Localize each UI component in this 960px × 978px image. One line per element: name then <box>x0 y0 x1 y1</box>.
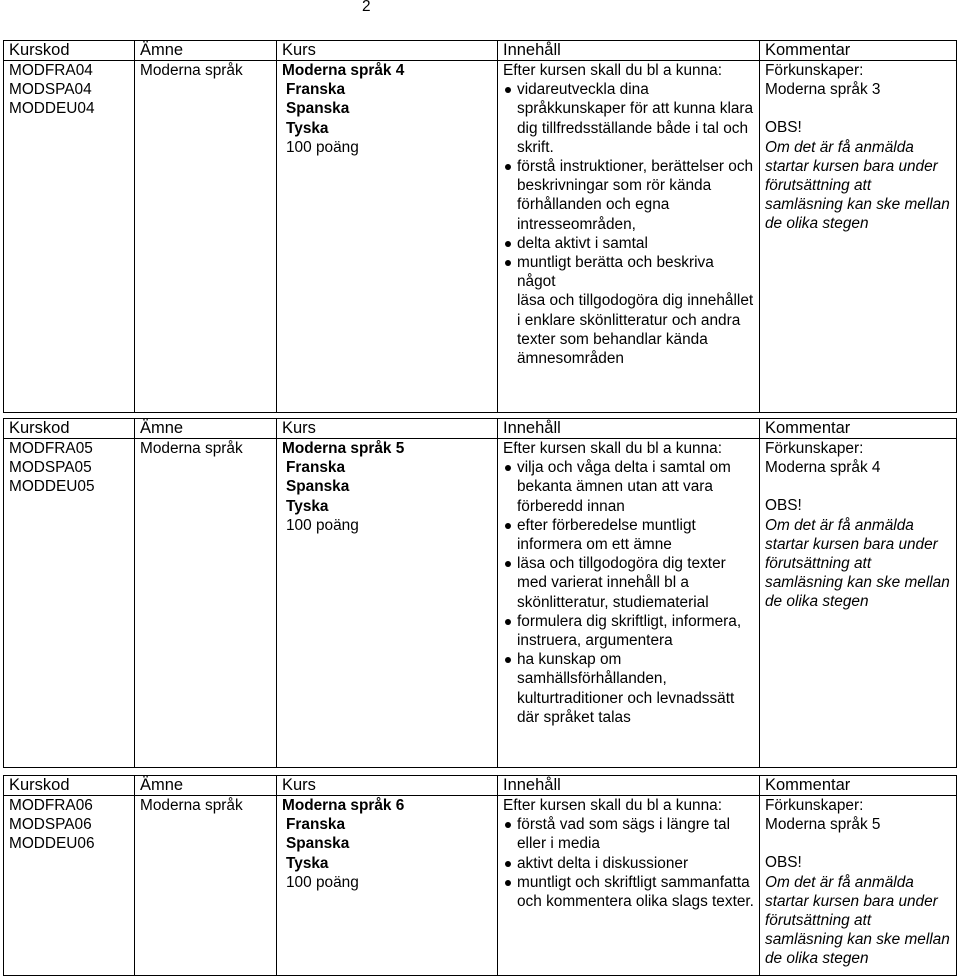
prerequisite-label: Förkunskaper: <box>765 440 864 457</box>
prerequisite-label: Förkunskaper: <box>765 62 864 79</box>
comment-cell <box>760 796 957 976</box>
course-table <box>3 775 957 976</box>
content-cell <box>498 61 760 413</box>
course-language: Tyska <box>286 119 329 137</box>
header-kurs: Kurs <box>277 776 498 796</box>
header-kurskod: Kurskod <box>4 776 135 796</box>
content-intro: Efter kursen skall du bl a kunna: <box>503 797 723 814</box>
goal-item: förstå vad som sägs i längre tal eller i media <box>503 815 755 853</box>
header-kurskod: Kurskod <box>4 41 135 61</box>
header-kommentar: Kommentar <box>760 41 957 61</box>
course-points: 100 poäng <box>286 873 359 891</box>
course-codes-cell <box>4 439 135 768</box>
header-innehall: Innehåll <box>498 41 760 61</box>
course-language: Spanska <box>286 478 350 496</box>
header-kurs: Kurs <box>277 41 498 61</box>
goal-item: ha kunskap om samhällsförhållanden, kulturtraditioner och levnadssätt där språket talas <box>503 650 755 727</box>
course-code: MODDEU05 <box>9 478 95 496</box>
course-language: Franska <box>286 816 346 834</box>
course-name: Moderna språk 4 <box>282 62 405 79</box>
course-cell <box>277 796 498 976</box>
course-language: Spanska <box>286 100 350 118</box>
header-row <box>4 419 957 439</box>
course-points: 100 poäng <box>286 138 359 156</box>
enrollment-note: Om det är få anmälda startar kursen bara under förutsättning att samläsning kan ske mellan de olika stegen <box>765 516 950 611</box>
goal-item: vidareutveckla dina språkkunskaper för att kunna klara dig tillfredsställande både i tal och skrift. <box>503 80 755 157</box>
course-row <box>4 439 957 768</box>
subject-cell <box>135 439 277 768</box>
header-kurskod: Kurskod <box>4 419 135 439</box>
prerequisite-value: Moderna språk 4 <box>765 459 881 477</box>
obs-label: OBS! <box>765 119 802 137</box>
course-row <box>4 61 957 413</box>
page-number: 2 <box>362 0 371 15</box>
comment-cell <box>760 439 957 768</box>
course-row <box>4 796 957 976</box>
enrollment-note: Om det är få anmälda startar kursen bara under förutsättning att samläsning kan ske mellan de olika stegen <box>765 873 950 968</box>
obs-label: OBS! <box>765 854 802 872</box>
course-language: Franska <box>286 81 346 99</box>
goal-item: formulera dig skriftligt, informera, instruera, argumentera <box>503 612 755 650</box>
course-code: MODDEU06 <box>9 835 95 853</box>
goal-item: muntligt och skriftligt sammanfatta och kommentera olika slags texter. <box>503 873 755 911</box>
header-amne: Ämne <box>135 419 277 439</box>
course-code: MODFRA05 <box>9 440 93 457</box>
header-row <box>4 41 957 61</box>
goal-item: läsa och tillgodogöra dig texter med varierat innehåll bl a skönlitteratur, studiematerial <box>503 554 755 612</box>
course-code: MODSPA04 <box>9 81 92 99</box>
prerequisite-value: Moderna språk 3 <box>765 81 881 99</box>
header-innehall: Innehåll <box>498 776 760 796</box>
course-language: Spanska <box>286 835 350 853</box>
header-kurs: Kurs <box>277 419 498 439</box>
goal-item: vilja och våga delta i samtal om bekanta ämnen utan att vara förberedd innan <box>503 458 755 516</box>
header-innehall: Innehåll <box>498 419 760 439</box>
content-intro: Efter kursen skall du bl a kunna: <box>503 440 723 457</box>
header-amne: Ämne <box>135 41 277 61</box>
goal-item: aktivt delta i diskussioner <box>503 854 755 873</box>
content-cell <box>498 439 760 768</box>
course-table <box>3 418 957 768</box>
course-code: MODDEU04 <box>9 100 95 118</box>
content-cell <box>498 796 760 976</box>
subject-text: Moderna språk <box>140 62 243 79</box>
subject-text: Moderna språk <box>140 440 243 457</box>
comment-cell <box>760 61 957 413</box>
course-points: 100 poäng <box>286 516 359 534</box>
subject-cell <box>135 61 277 413</box>
course-code: MODFRA06 <box>9 797 93 814</box>
course-codes-cell <box>4 61 135 413</box>
goal-item: delta aktivt i samtal <box>503 234 755 253</box>
course-language: Tyska <box>286 854 329 872</box>
goal-item: muntligt berätta och beskriva något <box>503 253 755 291</box>
course-code: MODSPA05 <box>9 459 92 477</box>
content-intro: Efter kursen skall du bl a kunna: <box>503 62 723 79</box>
subject-cell <box>135 796 277 976</box>
course-name: Moderna språk 5 <box>282 440 405 457</box>
course-codes-cell <box>4 796 135 976</box>
course-cell <box>277 61 498 413</box>
header-row <box>4 776 957 796</box>
course-cell <box>277 439 498 768</box>
header-amne: Ämne <box>135 776 277 796</box>
header-kommentar: Kommentar <box>760 776 957 796</box>
course-code: MODSPA06 <box>9 816 92 834</box>
course-code: MODFRA04 <box>9 62 93 79</box>
goal-list <box>503 458 755 727</box>
course-table <box>3 40 957 413</box>
goal-list <box>503 80 755 368</box>
goal-item: efter förberedelse muntligt informera om ett ämne <box>503 516 755 554</box>
course-language: Franska <box>286 459 346 477</box>
goal-item: läsa och tillgodogöra dig innehållet i enklare skönlitteratur och andra texter som behandlar kända ämnesområden <box>517 292 754 368</box>
goal-list <box>503 815 755 911</box>
prerequisite-label: Förkunskaper: <box>765 797 864 814</box>
obs-label: OBS! <box>765 497 802 515</box>
subject-text: Moderna språk <box>140 797 243 814</box>
header-kommentar: Kommentar <box>760 419 957 439</box>
goal-item: förstå instruktioner, berättelser och beskrivningar som rör kända förhållanden och egna intresseområden, <box>503 157 755 234</box>
enrollment-note: Om det är få anmälda startar kursen bara under förutsättning att samläsning kan ske mellan de olika stegen <box>765 138 950 233</box>
prerequisite-value: Moderna språk 5 <box>765 816 881 834</box>
course-name: Moderna språk 6 <box>282 797 405 814</box>
course-language: Tyska <box>286 497 329 515</box>
